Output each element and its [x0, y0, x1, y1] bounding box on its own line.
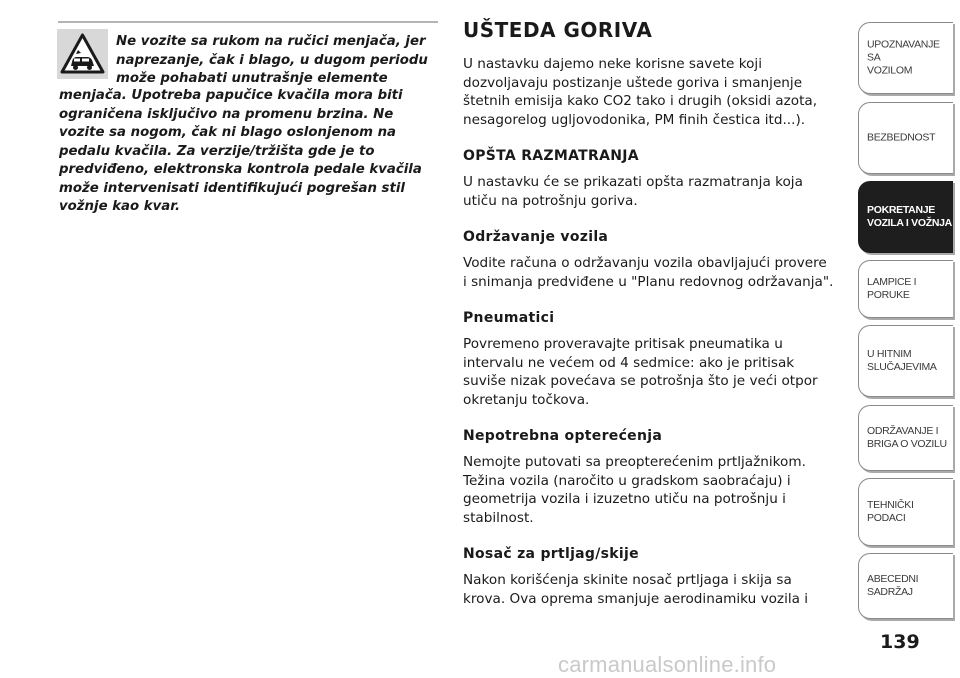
maintenance-heading: Održavanje vozila — [463, 229, 609, 245]
rack-heading: Nosač za prtljag/skije — [463, 546, 639, 562]
tab-bezbednost[interactable] — [858, 102, 953, 174]
general-heading: OPŠTA RAZMATRANJA — [463, 148, 639, 164]
tyres-line: intervalu ne većem od 4 sedmice: ako je pritisak — [463, 354, 795, 371]
warning-body-line: predviđeno, elektronska kontrola pedale kvačila — [59, 162, 422, 177]
maintenance-line: Vodite računa o održavanju vozila obavljajući provere — [463, 255, 827, 271]
tab-label: ABECEDNI SADRŽAJ — [867, 573, 919, 598]
general-paragraph — [463, 173, 848, 210]
tyres-heading: Pneumatici — [463, 310, 555, 326]
maintenance-line: i snimanja predviđene u "Planu redovnog održavanja". — [463, 273, 834, 290]
chapter-tabs — [858, 0, 960, 678]
tab-upoznavanje-sa-vozilom[interactable] — [858, 22, 953, 94]
tab-label: LAMPICE I PORUKE — [867, 276, 917, 301]
warning-top-rule — [58, 21, 438, 23]
loads-line: Nemojte putovati sa preopterećenim prtljažnikom. — [463, 454, 806, 470]
tab-label: TEHNIČKI PODACI — [867, 499, 914, 524]
tab-label: U HITNIM SLUČAJEVIMA — [867, 348, 937, 373]
maintenance-paragraph — [463, 254, 848, 291]
warning-lead-line: naprezanje, čak i blago, u dugom periodu — [116, 52, 428, 68]
tyres-line: suviše nizak povećava se potrošnja što je veći otpor — [463, 373, 818, 390]
car-warning-triangle-icon — [57, 29, 108, 79]
tab-label: ODRŽAVANJE I BRIGA O VOZILU — [867, 425, 947, 450]
intro-line: U nastavku dajemo neke korisne savete koji — [463, 56, 762, 72]
warning-body-line: pedalu kvačila. Za verzije/tržišta gde je to — [59, 143, 375, 159]
tyres-line: Povremeno proveravajte pritisak pneumatika u — [463, 336, 783, 352]
loads-line: Težina vozila (naročito u gradskom saobraćaju) i — [463, 472, 791, 489]
page-number: 139 — [880, 631, 920, 653]
warning-body-line: ograničena isključivo na promenu brzina. Ne — [59, 106, 394, 122]
intro-line: dozvoljavaju postizanje uštede goriva i smanjenje — [463, 74, 803, 91]
loads-line: geometrija vozila i izuzetno utiču na potrošnju i — [463, 491, 786, 508]
loads-paragraph — [463, 453, 848, 527]
loads-heading: Nepotrebna opterećenja — [463, 428, 663, 444]
rack-line: Nakon korišćenja skinite nosač prtljaga i skija sa — [463, 572, 792, 588]
intro-line: štetnih emisija kako CO2 tako i drugih (oksidi azota, — [463, 93, 818, 110]
intro-line: nesagorelog ugljovodonika, PM finih čestica itd...). — [463, 111, 806, 128]
tab-pokretanje-vozila-i-vožnja[interactable] — [858, 181, 953, 253]
tab-label: BEZBEDNOST — [867, 131, 936, 144]
warning-body-line: vožnje kao kvar. — [59, 199, 180, 214]
tab-u-hitnim-slučajevima[interactable] — [858, 325, 953, 397]
rack-line: krova. Ova oprema smanjuje aerodinamiku vozila i — [463, 590, 809, 607]
intro-paragraph — [463, 55, 848, 129]
tab-lampice-i-poruke[interactable] — [858, 260, 953, 318]
warning-text-lead — [116, 33, 442, 89]
tab-abecedni-sadržaj[interactable] — [858, 553, 953, 619]
tab-label: POKRETANJE VOZILA I VOŽNJA — [867, 204, 952, 229]
warning-body-line: vozite sa nogom, čak ni blago oslonjenom na — [59, 125, 397, 140]
warning-lead-line: Ne vozite sa rukom na ručici menjača, jer — [116, 34, 426, 49]
section-title: UŠTEDA GORIVA — [463, 18, 653, 42]
watermark: carmanualsonline.info — [558, 652, 777, 677]
tyres-line: okretanju točkova. — [463, 391, 590, 408]
tab-održavanje-i-briga-o-vozilu[interactable] — [858, 405, 953, 471]
warning-body-line: može intervenisati identifikujući pogrešan stil — [59, 180, 405, 196]
rack-paragraph — [463, 571, 848, 608]
tyres-paragraph — [463, 335, 848, 409]
warning-lead-line: može pohabati unutrašnje elemente — [116, 71, 388, 86]
tab-label: UPOZNAVANJE SA VOZILOM — [867, 38, 940, 77]
warning-text-body — [59, 87, 444, 217]
loads-line: stabilnost. — [463, 509, 534, 526]
general-line: U nastavku će se prikazati opšta razmatranja koja — [463, 174, 803, 190]
general-line: utiču na potrošnju goriva. — [463, 192, 638, 209]
warning-body-line: menjača. Upotreba papučice kvačila mora biti — [59, 88, 403, 103]
tab-tehnički-podaci[interactable] — [858, 478, 953, 546]
